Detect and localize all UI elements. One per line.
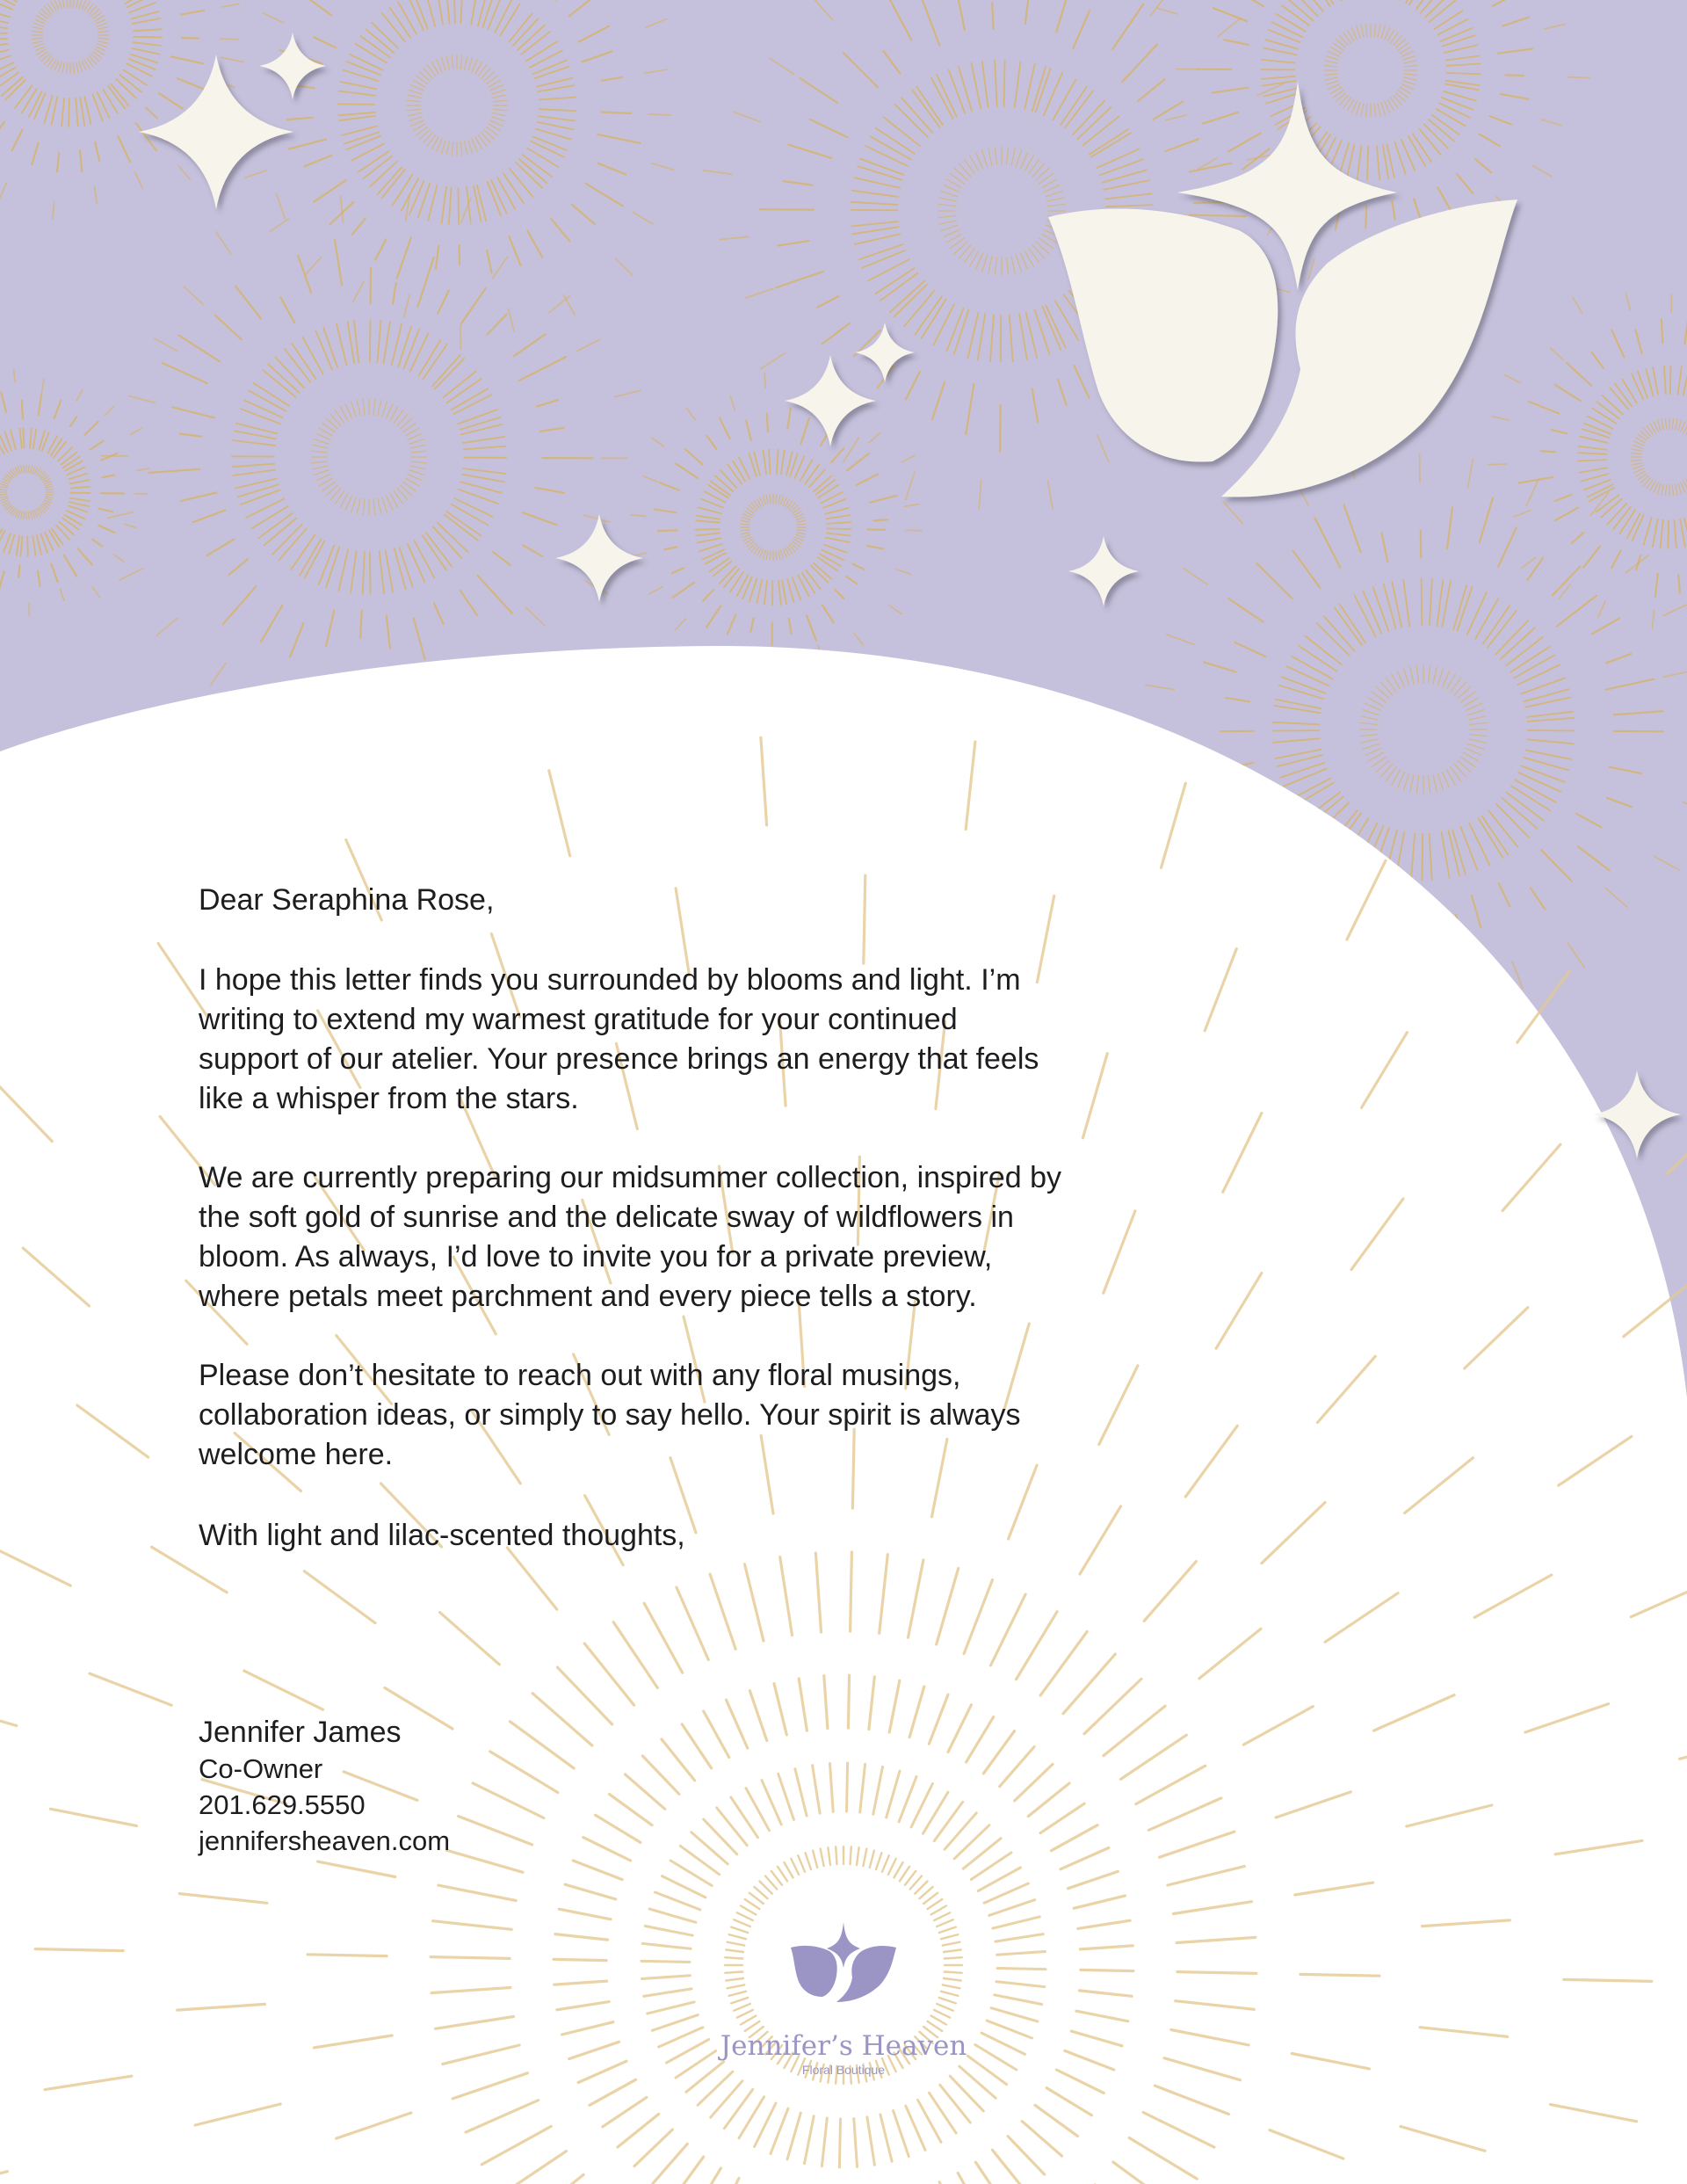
letter-salutation: Dear Seraphina Rose, — [199, 883, 495, 917]
signer-name: Jennifer James — [199, 1716, 402, 1749]
paragraph-line: welcome here. — [199, 1438, 394, 1471]
letter-paragraph-2 — [199, 1158, 1209, 1317]
paragraph-line: the soft gold of sunrise and the delicate sway of wildflowers in — [199, 1201, 1014, 1234]
paragraph-line: support of our atelier. Your presence brings an energy that feels — [199, 1042, 1039, 1076]
paragraph-line: We are currently preparing our midsummer collection, inspired by — [199, 1161, 1061, 1194]
brand-logo — [650, 2030, 1037, 2078]
letter-paragraph-3 — [199, 1356, 1209, 1475]
paragraph-line: writing to extend my warmest gratitude for your continued — [199, 1003, 958, 1036]
signer-title: Co-Owner — [199, 1753, 323, 1784]
letter-closing: With light and lilac-scented thoughts, — [199, 1519, 685, 1552]
signer-website: jennifersheaven.com — [199, 1825, 451, 1856]
brand-tagline: Floral Boutique — [801, 2063, 886, 2077]
paragraph-line: Please don’t hesitate to reach out with any floral musings, — [199, 1359, 961, 1392]
paragraph-line: where petals meet parchment and every piece tells a story. — [199, 1280, 977, 1313]
paragraph-line: like a whisper from the stars. — [199, 1082, 579, 1115]
brand-logo-mark — [791, 1922, 896, 2002]
signer-phone: 201.629.5550 — [199, 1789, 366, 1820]
paragraph-line: collaboration ideas, or simply to say hello. Your spirit is always — [199, 1398, 1021, 1432]
brand-name: Jennifer’s Heaven — [720, 2030, 967, 2062]
letter-paragraph-1 — [199, 961, 1209, 1119]
signature-block — [199, 1714, 450, 1859]
paragraph-line: I hope this letter finds you surrounded by blooms and light. I’m — [199, 963, 1021, 997]
paragraph-line: bloom. As always, I’d love to invite you for a private preview, — [199, 1240, 993, 1273]
